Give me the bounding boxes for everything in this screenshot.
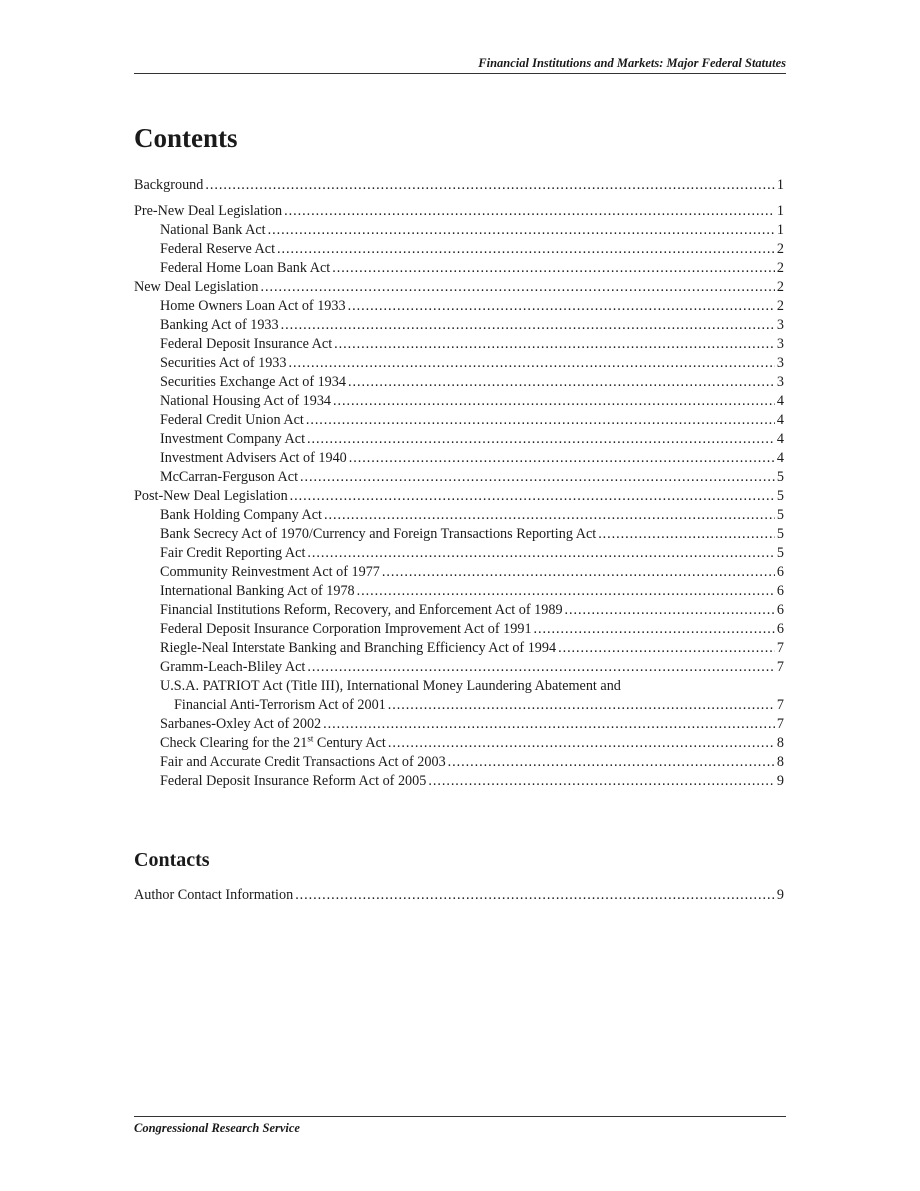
toc-entry-bank-holding-company-act[interactable] [134, 506, 784, 525]
toc-entry-investment-company-act[interactable] [134, 430, 784, 449]
toc-entry-author-contact[interactable] [134, 886, 784, 905]
dot-leader [348, 373, 775, 392]
dot-leader [382, 563, 775, 582]
toc-page-number: 5 [776, 507, 784, 523]
toc-entry-riegle-neal[interactable] [134, 639, 784, 658]
toc-page-number: 3 [776, 374, 784, 390]
toc-entry-label: Pre-New Deal Legislation [134, 203, 283, 219]
dot-leader [534, 620, 775, 639]
toc-page-number: 5 [776, 526, 784, 542]
toc-entry-post-new-deal[interactable] [134, 487, 784, 506]
dot-leader [261, 278, 775, 297]
toc-entry-label: Federal Home Loan Bank Act [160, 260, 331, 276]
toc-entry-label: New Deal Legislation [134, 279, 259, 295]
dot-leader [598, 525, 775, 544]
toc-entry-label: International Banking Act of 1978 [160, 583, 355, 599]
toc-entry-label: Federal Deposit Insurance Act [160, 336, 333, 352]
dot-leader [288, 354, 774, 373]
toc-entry-label: Bank Secrecy Act of 1970/Currency and Foreign Transactions Reporting Act [160, 526, 597, 542]
dot-leader [281, 316, 775, 335]
toc-entry-national-housing-act[interactable] [134, 392, 784, 411]
toc-page-number: 3 [776, 336, 784, 352]
toc-entry-home-owners-loan-act[interactable] [134, 297, 784, 316]
toc-entry-label: Riegle-Neal Interstate Banking and Branching Efficiency Act of 1994 [160, 640, 557, 656]
toc-page-number: 2 [776, 241, 784, 257]
toc-entry-fdi-act[interactable] [134, 335, 784, 354]
toc-page-number: 7 [776, 697, 784, 713]
toc-entry-label: Financial Institutions Reform, Recovery, and Enforcement Act of 1989 [160, 602, 563, 618]
dot-leader [324, 506, 775, 525]
toc-entry-label: Author Contact Information [134, 887, 294, 903]
toc-entry-label: McCarran-Ferguson Act [160, 469, 299, 485]
running-header: Financial Institutions and Markets: Major Federal Statutes [478, 56, 786, 70]
toc-page-number: 4 [776, 393, 784, 409]
toc-page-number: 7 [776, 640, 784, 656]
toc-entry-label: Bank Holding Company Act [160, 507, 322, 523]
toc-entry-bank-secrecy-act[interactable] [134, 525, 784, 544]
dot-leader [290, 487, 775, 506]
toc-entry-community-reinvestment-act[interactable] [134, 563, 784, 582]
toc-page-number: 1 [776, 203, 784, 219]
dot-leader [332, 259, 775, 278]
toc-entry-label: Fair Credit Reporting Act [160, 545, 306, 561]
toc-page-number: 8 [776, 735, 784, 751]
dot-leader [357, 582, 775, 601]
dot-leader [277, 240, 775, 259]
toc-entry-gramm-leach-bliley[interactable] [134, 658, 784, 677]
dot-leader [388, 734, 775, 753]
toc-entry-national-bank-act[interactable] [134, 221, 784, 240]
toc-entry-label: Securities Exchange Act of 1934 [160, 374, 346, 390]
contacts-heading: Contacts [134, 849, 210, 871]
toc-entry-banking-act-1933[interactable] [134, 316, 784, 335]
toc-entry-label-line2: Financial Anti-Terrorism Act of 2001 [174, 697, 386, 713]
toc-entry-label [160, 734, 386, 753]
dot-leader [333, 392, 775, 411]
toc-entry-label: Sarbanes-Oxley Act of 2002 [160, 716, 322, 732]
toc-page-number: 7 [776, 659, 784, 675]
toc-entry-label: Federal Credit Union Act [160, 412, 304, 428]
toc-entry-investment-advisers-act[interactable] [134, 449, 784, 468]
running-footer: Congressional Research Service [134, 1121, 300, 1135]
toc-entry-label: Banking Act of 1933 [160, 317, 279, 333]
toc-entry-label: Investment Company Act [160, 431, 306, 447]
toc-page-number: 1 [776, 177, 784, 193]
toc-entry-facta[interactable] [134, 753, 784, 772]
toc-page-number: 9 [776, 887, 784, 903]
dot-leader [448, 753, 775, 772]
toc-entry-label: Post-New Deal Legislation [134, 488, 288, 504]
toc-entry-continuation [160, 696, 784, 715]
toc-entry-firrea[interactable] [134, 601, 784, 620]
toc-page-number: 5 [776, 469, 784, 485]
toc-entry-securities-exchange-act[interactable] [134, 373, 784, 392]
dot-leader [307, 658, 775, 677]
toc-page-number: 4 [776, 412, 784, 428]
toc-entry-securities-act[interactable] [134, 354, 784, 373]
toc-entry-label: Gramm-Leach-Bliley Act [160, 659, 306, 675]
dot-leader [334, 335, 775, 354]
toc-entry-label: Background [134, 177, 204, 193]
toc-page-number: 9 [776, 773, 784, 789]
toc-entry-pre-new-deal[interactable] [134, 202, 784, 221]
dot-leader [565, 601, 775, 620]
toc-entry-patriot-act[interactable] [134, 677, 784, 715]
toc-page-number: 6 [776, 564, 784, 580]
toc-entry-label-pre: Check Clearing for the 21 [160, 735, 308, 751]
ordinal-suffix: st [307, 733, 314, 744]
dot-leader [348, 297, 775, 316]
toc-page-number: 1 [776, 222, 784, 238]
toc-page-number: 3 [776, 317, 784, 333]
toc-page-number: 6 [776, 583, 784, 599]
toc-page-number: 6 [776, 602, 784, 618]
toc-entry-label: Home Owners Loan Act of 1933 [160, 298, 346, 314]
dot-leader [295, 886, 775, 905]
toc-entry-fdi-reform-act[interactable] [134, 772, 784, 791]
toc-entry-label: Federal Reserve Act [160, 241, 276, 257]
toc-entry-check-clearing-act[interactable] [134, 734, 784, 753]
toc-entry-sarbanes-oxley[interactable] [134, 715, 784, 734]
dot-leader [300, 468, 775, 487]
dot-leader [323, 715, 775, 734]
contents-heading: Contents [134, 123, 238, 153]
footer-rule [134, 1116, 786, 1117]
toc-entry-background[interactable] [134, 176, 784, 195]
toc-page-number: 2 [776, 298, 784, 314]
toc-entry-label: Federal Deposit Insurance Corporation Improvement Act of 1991 [160, 621, 532, 637]
toc-page-number: 2 [776, 279, 784, 295]
toc-page-number: 4 [776, 450, 784, 466]
contacts-list [134, 886, 784, 905]
dot-leader [307, 430, 775, 449]
toc-entry-federal-credit-union-act[interactable] [134, 411, 784, 430]
toc-entry-label: Community Reinvestment Act of 1977 [160, 564, 380, 580]
toc-entry-label-line1: U.S.A. PATRIOT Act (Title III), International Money Laundering Abatement and [160, 678, 621, 694]
dot-leader [284, 202, 775, 221]
dot-leader [306, 411, 775, 430]
toc-page-number: 3 [776, 355, 784, 371]
toc-entry-label-post: Century Act [313, 735, 386, 751]
toc-page-number: 5 [776, 488, 784, 504]
toc-entry-fair-credit-reporting-act[interactable] [134, 544, 784, 563]
toc-entry-fdicia[interactable] [134, 620, 784, 639]
toc-entry-label: Investment Advisers Act of 1940 [160, 450, 347, 466]
toc-entry-label: Fair and Accurate Credit Transactions Act of 2003 [160, 754, 446, 770]
dot-leader [388, 696, 775, 715]
dot-leader [349, 449, 775, 468]
toc-page-number: 4 [776, 431, 784, 447]
toc-entry-federal-home-loan-bank-act[interactable] [134, 259, 784, 278]
toc-entry-new-deal[interactable] [134, 278, 784, 297]
dot-leader [268, 221, 775, 240]
toc-entry-label: National Housing Act of 1934 [160, 393, 332, 409]
dot-leader [428, 772, 775, 791]
toc-page-number: 8 [776, 754, 784, 770]
toc-page-number: 2 [776, 260, 784, 276]
toc-page-number: 5 [776, 545, 784, 561]
dot-leader [558, 639, 775, 658]
toc-page-number: 7 [776, 716, 784, 732]
table-of-contents [134, 176, 784, 791]
toc-entry-federal-reserve-act[interactable] [134, 240, 784, 259]
toc-entry-international-banking-act[interactable] [134, 582, 784, 601]
dot-leader [307, 544, 775, 563]
toc-page-number: 6 [776, 621, 784, 637]
toc-entry-label: Securities Act of 1933 [160, 355, 287, 371]
dot-leader [205, 176, 775, 195]
toc-entry-label: Federal Deposit Insurance Reform Act of 2005 [160, 773, 427, 789]
header-rule [134, 73, 786, 74]
toc-entry-label: National Bank Act [160, 222, 266, 238]
toc-entry-mccarran-ferguson-act[interactable] [134, 468, 784, 487]
